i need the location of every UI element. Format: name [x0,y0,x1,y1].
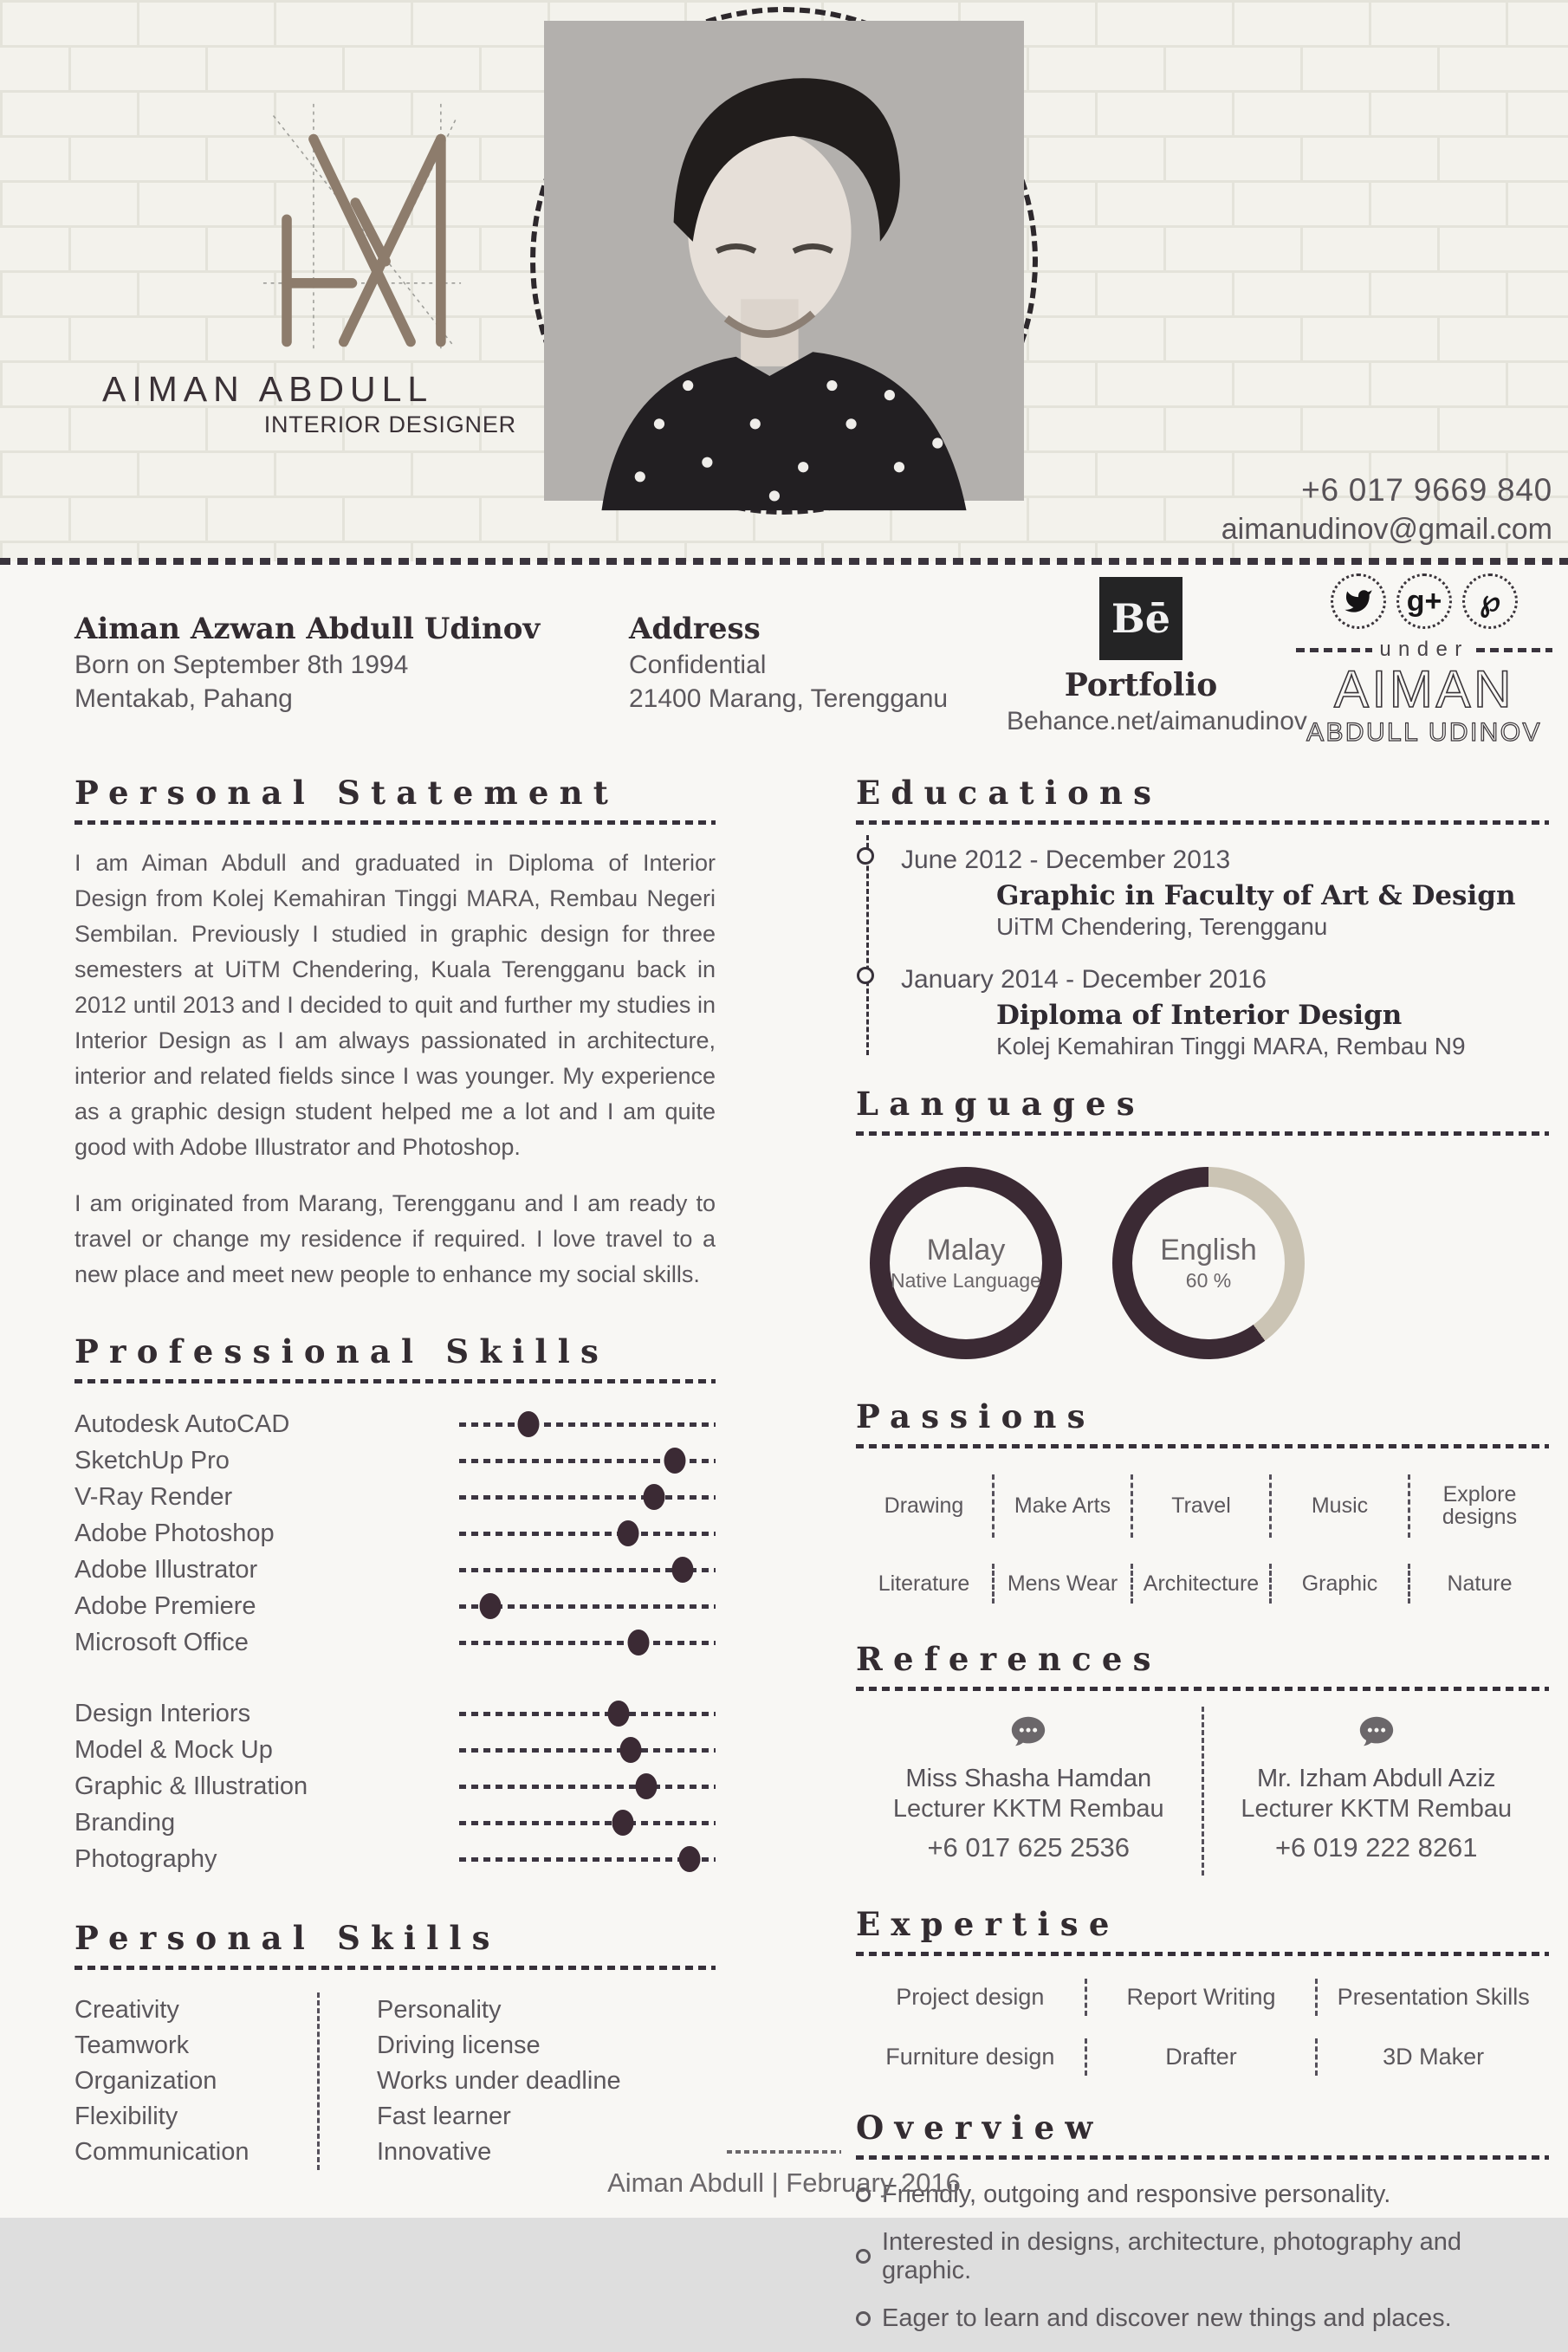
address-label: Address [629,612,761,646]
personal-skills-col2 [317,1992,716,2170]
skill-slider [459,1712,716,1716]
personal-skill-item: Innovative [377,2138,492,2167]
expertise-item: Drafter [1087,2038,1319,2076]
section-title-references: References [856,1639,1162,1678]
education-item [901,965,1549,1060]
language-donuts [870,1167,1549,1359]
overview-list [856,2180,1549,2333]
personal-skill-item: Personality [377,1996,502,2025]
bullet-circle-icon [856,2311,871,2326]
skill-slider [459,1748,716,1753]
skill-level-dot [612,1810,634,1836]
education-school: Kolej Kemahiran Tinggi MARA, Rembau N9 [996,1033,1466,1059]
full-name: Aiman Azwan Abdull Udinov [75,612,541,646]
skill-level-dot [628,1630,650,1655]
passion-item: Music [1272,1474,1410,1538]
reference-role: Lecturer KKTM Rembau [892,1794,1164,1823]
skill-label: Graphic & Illustration [75,1772,308,1800]
rule-languages [856,1131,1549,1136]
expertise-item: Project design [856,1979,1087,2016]
skill-slider [459,1821,716,1825]
profile-photo-frame [530,7,1038,515]
section-title-overview: Overview [856,2108,1104,2147]
skill-row [75,1732,716,1768]
skill-row [75,1442,716,1479]
reference-role: Lecturer KKTM Rembau [1241,1794,1513,1823]
skill-level-dot [607,1701,629,1727]
rule-expertise [856,1952,1549,1956]
skill-level-dot [517,1411,539,1437]
skill-row [75,1804,716,1841]
personal-skill-item: Driving license [377,2031,541,2060]
reference-card [856,1707,1204,1876]
skill-row [75,1588,716,1624]
language-name: Malay [926,1234,1006,1267]
portfolio-url: Behance.net/aimanudinov [1007,707,1307,735]
portfolio-block [1007,577,1307,736]
rule-professional-skills [75,1379,716,1383]
am-monogram-icon [260,102,464,353]
dash-right [1476,648,1552,652]
expertise-item: Report Writing [1087,1979,1319,2016]
left-column [75,774,716,2170]
language-donut [1112,1167,1305,1359]
skill-label: V-Ray Render [75,1482,233,1511]
phone-number: +6 017 9669 840 [1301,472,1552,509]
section-title-professional-skills: Professional Skills [75,1332,610,1371]
passion-item: Drawing [856,1474,995,1538]
skill-slider [459,1532,716,1536]
social-icons [1296,573,1552,629]
overview-bullet [856,2228,1549,2285]
overview-text: Eager to learn and discover new things and places. [882,2303,1452,2332]
personal-skills-columns [75,1992,716,2170]
skill-label: Autodesk AutoCAD [75,1409,290,1438]
personal-skill-item: Works under deadline [377,2067,621,2096]
reference-phone: +6 017 625 2536 [927,1831,1131,1863]
footer-text: Aiman Abdull | February 2016 [607,2167,961,2198]
passion-item: Architecture [1133,1564,1272,1604]
skill-level-dot [679,1846,701,1872]
rule-educations [856,820,1549,825]
references-row [856,1707,1549,1876]
passions-grid [856,1474,1549,1604]
passion-item: Mens Wear [995,1564,1133,1604]
skill-level-dot [636,1773,658,1799]
profile-photo [544,21,1024,501]
education-timeline [866,846,1549,1060]
skill-level-dot [479,1593,501,1619]
skill-slider [459,1785,716,1789]
personal-skill-item: Creativity [75,1996,179,2025]
brand-logo [102,102,516,438]
skill-row [75,1695,716,1732]
skill-label: Photography [75,1844,217,1873]
header [0,0,1568,561]
skill-level-dot [618,1520,639,1546]
speech-bubble-icon [1357,1712,1396,1752]
skill-level-dot [620,1737,642,1763]
reference-name: Miss Shasha Hamdan [905,1764,1152,1792]
skill-slider [459,1857,716,1862]
birth-line: Born on September 8th 1994 [75,651,409,679]
skill-label: Adobe Illustrator [75,1555,258,1584]
passion-item: Make Arts [995,1474,1133,1538]
twitter-icon [1331,573,1386,629]
rule-personal-skills [75,1966,716,1970]
section-title-passions: Passions [856,1397,1096,1435]
rule-references [856,1687,1549,1691]
language-level: 60 % [1185,1269,1232,1292]
skill-label: Design Interiors [75,1699,251,1727]
address-lines [629,651,948,714]
education-degree: Diploma of Interior Design [996,1000,1403,1031]
overview-text: Friendly, outgoing and responsive personality. [882,2180,1391,2208]
section-title-expertise: Expertise [856,1904,1120,1943]
under-word: under [1379,638,1469,661]
footer-dash [727,2150,841,2154]
address-block [629,612,948,714]
passion-item: Travel [1133,1474,1272,1538]
google-plus-glyph: g+ [1406,584,1442,618]
education-degree: Graphic in Faculty of Art & Design [996,880,1516,911]
skills-group-practice [75,1695,716,1877]
expertise-item: 3D Maker [1383,2043,1485,2070]
skill-row [75,1515,716,1552]
signature-name-top: AIMAN [1333,660,1515,718]
rule-personal-statement [75,820,716,825]
education-school: UiTM Chendering, Terengganu [996,913,1328,940]
section-title-educations: Educations [856,774,1163,812]
identity-block [75,612,540,714]
personal-skill-item: Teamwork [75,2031,190,2060]
skill-level-dot [671,1557,693,1583]
google-plus-icon [1396,573,1452,629]
skill-slider [459,1495,716,1500]
timeline-marker-icon [857,967,874,984]
behance-icon: Bē [1099,577,1182,660]
timeline-marker-icon [857,847,874,865]
skill-label: Microsoft Office [75,1628,249,1656]
dash-left [1296,648,1372,652]
language-level: Native Language [891,1269,1041,1292]
skill-slider [459,1604,716,1609]
skill-row [75,1624,716,1661]
skill-row [75,1768,716,1804]
skill-slider [459,1459,716,1463]
personal-skills-col1 [75,1992,317,2170]
education-item [901,846,1549,941]
personal-skill-item: Flexibility [75,2103,178,2131]
skill-slider [459,1422,716,1427]
skill-label: Model & Mock Up [75,1735,273,1764]
section-title-personal-statement: Personal Statement [75,774,619,812]
contact-info [1221,470,1552,548]
language-name: English [1160,1234,1257,1267]
skill-label: Branding [75,1808,176,1837]
under-row [1296,638,1552,662]
expertise-grid [856,1979,1549,2076]
right-column [856,774,1549,2352]
section-title-languages: Languages [856,1085,1145,1123]
personal-skill-item: Organization [75,2067,217,2096]
education-period: January 2014 - December 2016 [901,965,1267,994]
overview-bullet [856,2304,1549,2333]
personal-skill-item: Communication [75,2138,249,2167]
reference-card [1204,1707,1550,1876]
hometown-line: Mentakab, Pahang [75,684,293,713]
statement-paragraph: I am originated from Marang, Terengganu and I am ready to travel or change my residence if required. I love travel to a new place and meet new people to enhance my social skills. [75,1190,716,1288]
email-address: aimanudinov@gmail.com [1221,512,1552,546]
pinterest-glyph: ℘ [1480,585,1500,618]
brand-tagline: INTERIOR DESIGNER [263,411,516,437]
skill-row [75,1841,716,1877]
reference-phone: +6 019 222 8261 [1274,1831,1478,1863]
personal-statement-body [75,846,716,1293]
rule-passions [856,1444,1549,1448]
skill-level-dot [664,1448,685,1474]
social-block [1296,573,1552,748]
overview-text: Interested in designs, architecture, photography and graphic. [882,2227,1462,2284]
identity-row [0,561,1568,774]
speech-bubble-icon [1008,1712,1048,1752]
language-donut-center [890,1187,1042,1339]
skills-group-software [75,1406,716,1661]
skill-label: Adobe Premiere [75,1591,256,1620]
passion-item: Explore designs [1442,1482,1518,1530]
pinterest-icon [1462,573,1518,629]
address-line: Confidential [629,651,767,679]
passion-item: Nature [1447,1571,1513,1596]
statement-paragraph: I am Aiman Abdull and graduated in Diploma of Interior Design from Kolej Kemahiran Tinggi MARA, Rembau Negeri Sembilan. Previously I studied in graphic design for three semesters at UiTM Chendering, Kuala Terengganu back in 2012 until 2013 and I decided to quit and further my studies in Interior Design as I am always passionated in architecture, interior and related fields since I was younger. My experience as a graphic design student helped me a lot and I am quite good with Adobe Illustrator and Photoshop. [75,850,716,1161]
bullet-circle-icon [856,2249,871,2264]
footer [0,2150,1568,2199]
language-donut [870,1167,1062,1359]
expertise-item: Presentation Skills [1337,1983,1530,2010]
language-donut-center [1132,1187,1285,1339]
expertise-item: Furniture design [856,2038,1087,2076]
section-title-personal-skills: Personal Skills [75,1919,501,1958]
skill-label: Adobe Photoshop [75,1519,275,1547]
skill-row [75,1406,716,1442]
passion-item: Graphic [1272,1564,1410,1604]
skill-slider [459,1568,716,1572]
portrait-illustration [544,21,1024,501]
personal-skill-item: Fast learner [377,2103,511,2131]
reference-name: Mr. Izham Abdull Aziz [1256,1764,1496,1792]
skill-level-dot [643,1484,664,1510]
skill-row [75,1479,716,1515]
skill-row [75,1552,716,1588]
signature-name-bottom: ABDULL UDINOV [1306,718,1542,747]
address-line: 21400 Marang, Terengganu [629,684,949,713]
passion-item: Literature [856,1564,995,1604]
education-period: June 2012 - December 2013 [901,846,1231,874]
portfolio-label: Portfolio [1064,667,1218,703]
brand-name: AIMAN ABDULL [102,369,434,409]
skill-label: SketchUp Pro [75,1446,230,1474]
skill-slider [459,1641,716,1645]
